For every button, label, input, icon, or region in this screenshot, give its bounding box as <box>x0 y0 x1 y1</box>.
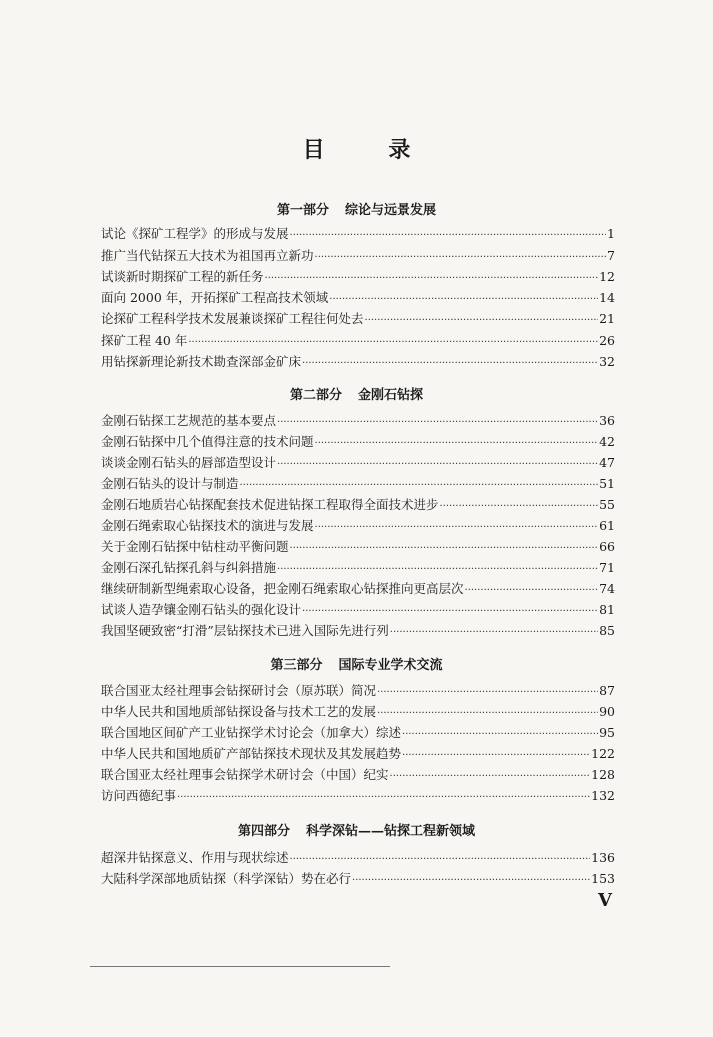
section-name: 金刚石钻探 <box>358 388 424 403</box>
toc-entry[interactable] <box>101 246 615 266</box>
toc-entry[interactable] <box>101 765 615 785</box>
entry-page: 81 <box>599 602 615 617</box>
entry-page: 87 <box>599 683 615 698</box>
leader-dots <box>277 459 598 470</box>
entry-page: 47 <box>599 455 615 470</box>
toc-entry[interactable] <box>101 309 615 329</box>
entry-title: 探矿工程 40 年 <box>101 333 188 348</box>
toc-entry[interactable] <box>101 621 615 641</box>
toc-entry[interactable] <box>101 495 615 515</box>
entry-title: 谈谈金刚石钻头的唇部造型设计 <box>101 455 277 470</box>
section-heading-3 <box>0 654 713 673</box>
entry-page: 66 <box>599 539 615 554</box>
entry-title: 推广当代钻探五大技术为祖国再立新功 <box>101 248 314 263</box>
entry-title: 访问西德纪事 <box>101 788 177 803</box>
entry-page: 7 <box>607 248 615 263</box>
section-name: 科学深钻——钻探工程新领域 <box>306 824 476 839</box>
leader-dots <box>365 315 599 326</box>
toc-entry[interactable] <box>101 224 615 244</box>
toc-entry[interactable] <box>101 352 615 372</box>
entry-page: 128 <box>591 767 615 782</box>
toc-entry[interactable] <box>101 267 615 287</box>
entry-title: 超深井钻探意义、作用与现状综述 <box>101 850 289 865</box>
toc-entry[interactable] <box>101 869 615 889</box>
entry-page: 1 <box>607 226 615 241</box>
toc-entry[interactable] <box>101 558 615 578</box>
leader-dots <box>177 792 590 803</box>
toc-entry[interactable] <box>101 744 615 764</box>
leader-dots <box>290 854 591 865</box>
page-numeral: V <box>598 890 612 911</box>
toc-entry[interactable] <box>101 848 615 868</box>
entry-title: 金刚石深孔钻探孔斜与纠斜措施 <box>101 560 277 575</box>
entry-page: 51 <box>599 476 615 491</box>
entry-title: 大陆科学深部地质钻探（科学深钻）势在必行 <box>101 871 352 886</box>
entry-title: 中华人民共和国地质部钻探设备与技术工艺的发展 <box>101 704 377 719</box>
footer-rule <box>90 966 390 967</box>
toc-entry[interactable] <box>101 453 615 473</box>
entry-title: 试谈人造孕镶金刚石钻头的强化设计 <box>101 602 302 617</box>
entry-title: 金刚石地质岩心钻探配套技术促进钻探工程取得全面技术进步 <box>101 497 439 512</box>
toc-entry[interactable] <box>101 786 615 806</box>
section-heading-2 <box>0 384 713 403</box>
entry-page: 42 <box>599 434 615 449</box>
leader-dots <box>315 438 599 449</box>
section-heading-4 <box>0 820 713 839</box>
entry-page: 36 <box>599 413 615 428</box>
entry-title: 试论《探矿工程学》的形成与发展 <box>101 226 289 241</box>
leader-dots <box>290 230 606 241</box>
leader-dots <box>315 252 606 263</box>
entry-page: 55 <box>599 497 615 512</box>
leader-dots <box>329 294 598 305</box>
toc-entry[interactable] <box>101 474 615 494</box>
toc-entry[interactable] <box>101 723 615 743</box>
leader-dots <box>402 729 598 740</box>
leader-dots <box>277 564 598 575</box>
entry-page: 32 <box>599 354 615 369</box>
leader-dots <box>377 708 598 719</box>
toc-entry[interactable] <box>101 579 615 599</box>
entry-page: 132 <box>591 788 615 803</box>
entry-page: 14 <box>599 290 615 305</box>
entry-page: 74 <box>599 581 615 596</box>
entry-page: 153 <box>591 871 615 886</box>
leader-dots <box>440 501 599 512</box>
leader-dots <box>277 417 598 428</box>
entry-page: 21 <box>599 311 615 326</box>
toc-entry[interactable] <box>101 702 615 722</box>
toc-entry[interactable] <box>101 516 615 536</box>
toc-entry[interactable] <box>101 331 615 351</box>
entry-title: 我国坚硬致密“打滑”层钻探技术已进入国际先进行列 <box>101 623 389 638</box>
section-part: 第四部分 <box>237 824 290 839</box>
section-part: 第二部分 <box>289 388 342 403</box>
toc-entry[interactable] <box>101 537 615 557</box>
toc-entry[interactable] <box>101 288 615 308</box>
entry-title: 继续研制新型绳索取心设备，把金刚石绳索取心钻探推向更高层次 <box>101 581 464 596</box>
leader-dots <box>315 522 599 533</box>
leader-dots <box>402 750 590 761</box>
entry-title: 金刚石钻头的设计与制造 <box>101 476 239 491</box>
section-part: 第三部分 <box>270 658 323 673</box>
entry-title: 联合国亚太经社理事会钻探研讨会（原苏联）简况 <box>101 683 377 698</box>
toc-entry[interactable] <box>101 600 615 620</box>
entry-title: 试谈新时期探矿工程的新任务 <box>101 269 264 284</box>
leader-dots <box>302 358 598 369</box>
entry-page: 90 <box>599 704 615 719</box>
entry-title: 金刚石钻探工艺规范的基本要点 <box>101 413 277 428</box>
entry-page: 85 <box>599 623 615 638</box>
leader-dots <box>390 627 598 638</box>
entry-page: 71 <box>599 560 615 575</box>
leader-dots <box>377 687 598 698</box>
entry-title: 关于金刚石钻探中钻柱动平衡问题 <box>101 539 289 554</box>
entry-page: 61 <box>599 518 615 533</box>
leader-dots <box>188 337 598 348</box>
entry-page: 12 <box>599 269 615 284</box>
entry-page: 122 <box>591 746 615 761</box>
toc-entry[interactable] <box>101 432 615 452</box>
leader-dots <box>265 273 599 284</box>
entry-title: 金刚石钻探中几个值得注意的技术问题 <box>101 434 314 449</box>
entry-title: 金刚石绳索取心钻探技术的演进与发展 <box>101 518 314 533</box>
entry-title: 联合国亚太经社理事会钻探学术研讨会（中国）纪实 <box>101 767 389 782</box>
section-name: 国际专业学术交流 <box>338 658 443 673</box>
entry-page: 136 <box>591 850 615 865</box>
leader-dots <box>352 875 590 886</box>
entry-title: 论探矿工程科学技术发展兼谈探矿工程往何处去 <box>101 311 364 326</box>
entry-page: 26 <box>599 333 615 348</box>
leader-dots <box>302 606 598 617</box>
entry-title: 中华人民共和国地质矿产部钻探技术现状及其发展趋势 <box>101 746 402 761</box>
section-name: 综论与远景发展 <box>345 203 437 218</box>
entry-title: 联合国地区间矿产工业钻探学术讨论会（加拿大）综述 <box>101 725 402 740</box>
leader-dots <box>390 771 591 782</box>
toc-entry[interactable] <box>101 681 615 701</box>
leader-dots <box>240 480 599 491</box>
section-heading-1 <box>0 199 713 218</box>
leader-dots <box>290 543 599 554</box>
toc-entry[interactable] <box>101 411 615 431</box>
page-title: 目 录 <box>302 137 439 163</box>
entry-title: 面向 2000 年，开拓探矿工程高技术领域 <box>101 290 329 305</box>
entry-page: 95 <box>599 725 615 740</box>
leader-dots <box>465 585 599 596</box>
section-part: 第一部分 <box>276 203 329 218</box>
entry-title: 用钻探新理论新技术勘查深部金矿床 <box>101 354 302 369</box>
